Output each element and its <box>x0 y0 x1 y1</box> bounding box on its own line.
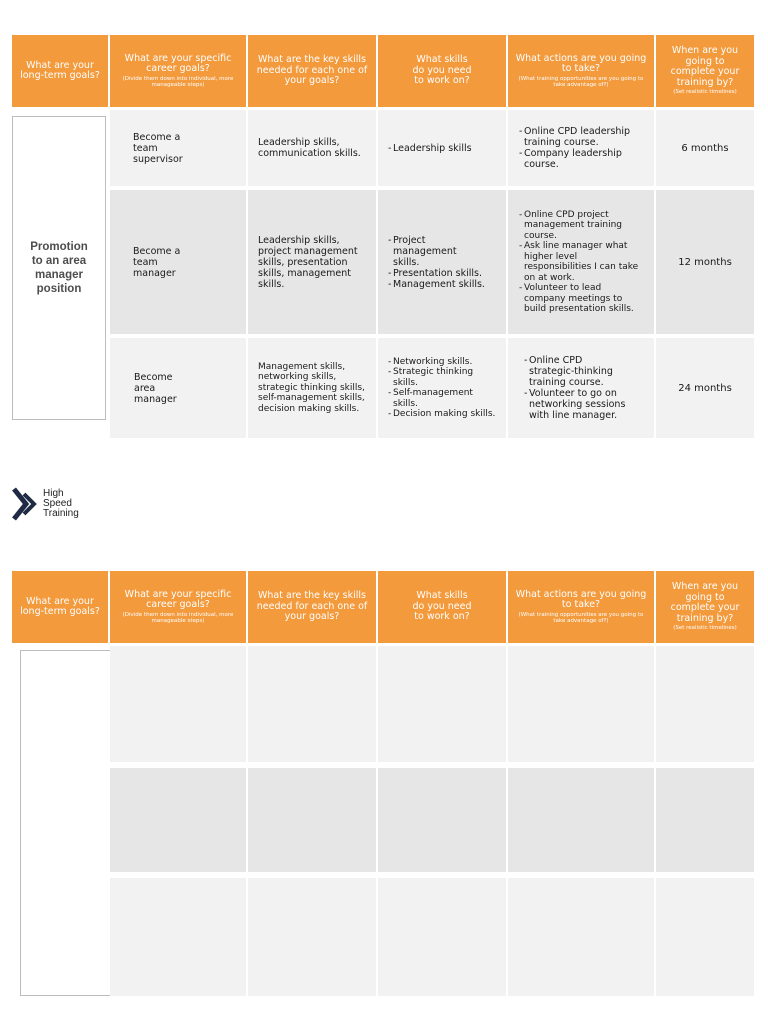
table-row-2-actions <box>508 190 654 334</box>
table-row-2-key-skills: Leadership skills, project management skills, presentation skills, management skills. <box>248 190 376 334</box>
list-item: - Presentation skills. <box>388 268 485 279</box>
table-row-1-key-skills: Leadership skills, communication skills. <box>248 110 376 186</box>
table-row-3-actions <box>508 338 654 438</box>
table-row-3-key-skills: Management skills, networking skills, strategic thinking skills, self-management skills, decision making skills. <box>248 338 376 438</box>
blank-row-3-key-skills[interactable] <box>248 878 376 996</box>
list-item: - Online CPD strategic-thinking training course. <box>524 355 619 388</box>
table-row-1-actions <box>508 110 654 186</box>
header-career-goals-2: What are your specific career goals? (Divide them down into individual, more manageable steps) <box>110 571 246 643</box>
list-item: - Strategic thinking skills. <box>388 367 489 388</box>
table-row-1-work-on <box>378 110 506 186</box>
high-speed-training-logo: High Speed Training <box>12 486 92 522</box>
blank-row-2-timeline[interactable] <box>656 768 754 872</box>
blank-row-1-career-goal[interactable] <box>110 646 246 762</box>
list-item: - Project management skills. <box>388 235 457 268</box>
list-item: - Volunteer to lead company meetings to build presentation skills. <box>519 283 634 315</box>
header-skills-to-work-on: What skills do you need to work on? <box>378 35 506 107</box>
table-row-3-career-goal: Become area manager <box>110 338 246 438</box>
table-row-2-timeline: 12 months <box>656 190 754 334</box>
blank-row-3-timeline[interactable] <box>656 878 754 996</box>
blank-row-2-work-on[interactable] <box>378 768 506 872</box>
header-long-term-goals: What are your long-term goals? <box>12 35 108 107</box>
header-key-skills-2: What are the key skills needed for each one of your goals? <box>248 571 376 643</box>
blank-row-3-career-goal[interactable] <box>110 878 246 996</box>
header-actions: What actions are you going to take? (What training opportunities are you going to take advantage of?) <box>508 35 654 107</box>
list-item: - Leadership skills <box>388 143 472 154</box>
list-item: - Decision making skills. <box>388 409 495 420</box>
header-actions-2: What actions are you going to take? (What training opportunities are you going to take advantage of?) <box>508 571 654 643</box>
table-row-3-timeline: 24 months <box>656 338 754 438</box>
blank-row-1-work-on[interactable] <box>378 646 506 762</box>
list-item: - Networking skills. <box>388 357 495 368</box>
blank-row-1-actions[interactable] <box>508 646 654 762</box>
header-timeline-2: When are you going to complete your training by? (Set realistic timelines) <box>656 571 754 643</box>
blank-row-2-key-skills[interactable] <box>248 768 376 872</box>
table-row-2-work-on <box>378 190 506 334</box>
logo-chevron-icon <box>12 486 40 522</box>
header-skills-to-work-on-2: What skills do you need to work on? <box>378 571 506 643</box>
header-career-goals: What are your specific career goals? (Divide them down into individual, more manageable steps) <box>110 35 246 107</box>
header-long-term-goals-2: What are your long-term goals? <box>12 571 108 643</box>
blank-row-1-key-skills[interactable] <box>248 646 376 762</box>
blank-row-2-career-goal[interactable] <box>110 768 246 872</box>
header-key-skills: What are the key skills needed for each one of your goals? <box>248 35 376 107</box>
long-term-goal-input-box[interactable] <box>20 650 114 996</box>
list-item: - Online CPD leadership training course. <box>519 126 644 148</box>
list-item: - Volunteer to go on networking sessions with line manager. <box>524 388 644 421</box>
long-term-goal-box <box>12 116 106 420</box>
table-row-3-work-on <box>378 338 506 438</box>
list-item: - Management skills. <box>388 279 485 290</box>
list-item: - Ask line manager what higher level responsibilities I can take on at work. <box>519 241 646 283</box>
table-row-2-career-goal: Become a team manager <box>110 190 246 334</box>
list-item: - Online CPD project management training course. <box>519 210 646 242</box>
table-row-1-timeline: 6 months <box>656 110 754 186</box>
blank-row-1-timeline[interactable] <box>656 646 754 762</box>
blank-row-3-actions[interactable] <box>508 878 654 996</box>
blank-row-2-actions[interactable] <box>508 768 654 872</box>
table-row-1-career-goal: Become a team supervisor <box>110 110 246 186</box>
blank-row-3-work-on[interactable] <box>378 878 506 996</box>
header-timeline: When are you going to complete your training by? (Set realistic timelines) <box>656 35 754 107</box>
long-term-goal-text: Promotion to an area manager position <box>30 241 88 295</box>
list-item: - Self-management skills. <box>388 388 489 409</box>
list-item: - Company leadership course. <box>519 148 644 170</box>
